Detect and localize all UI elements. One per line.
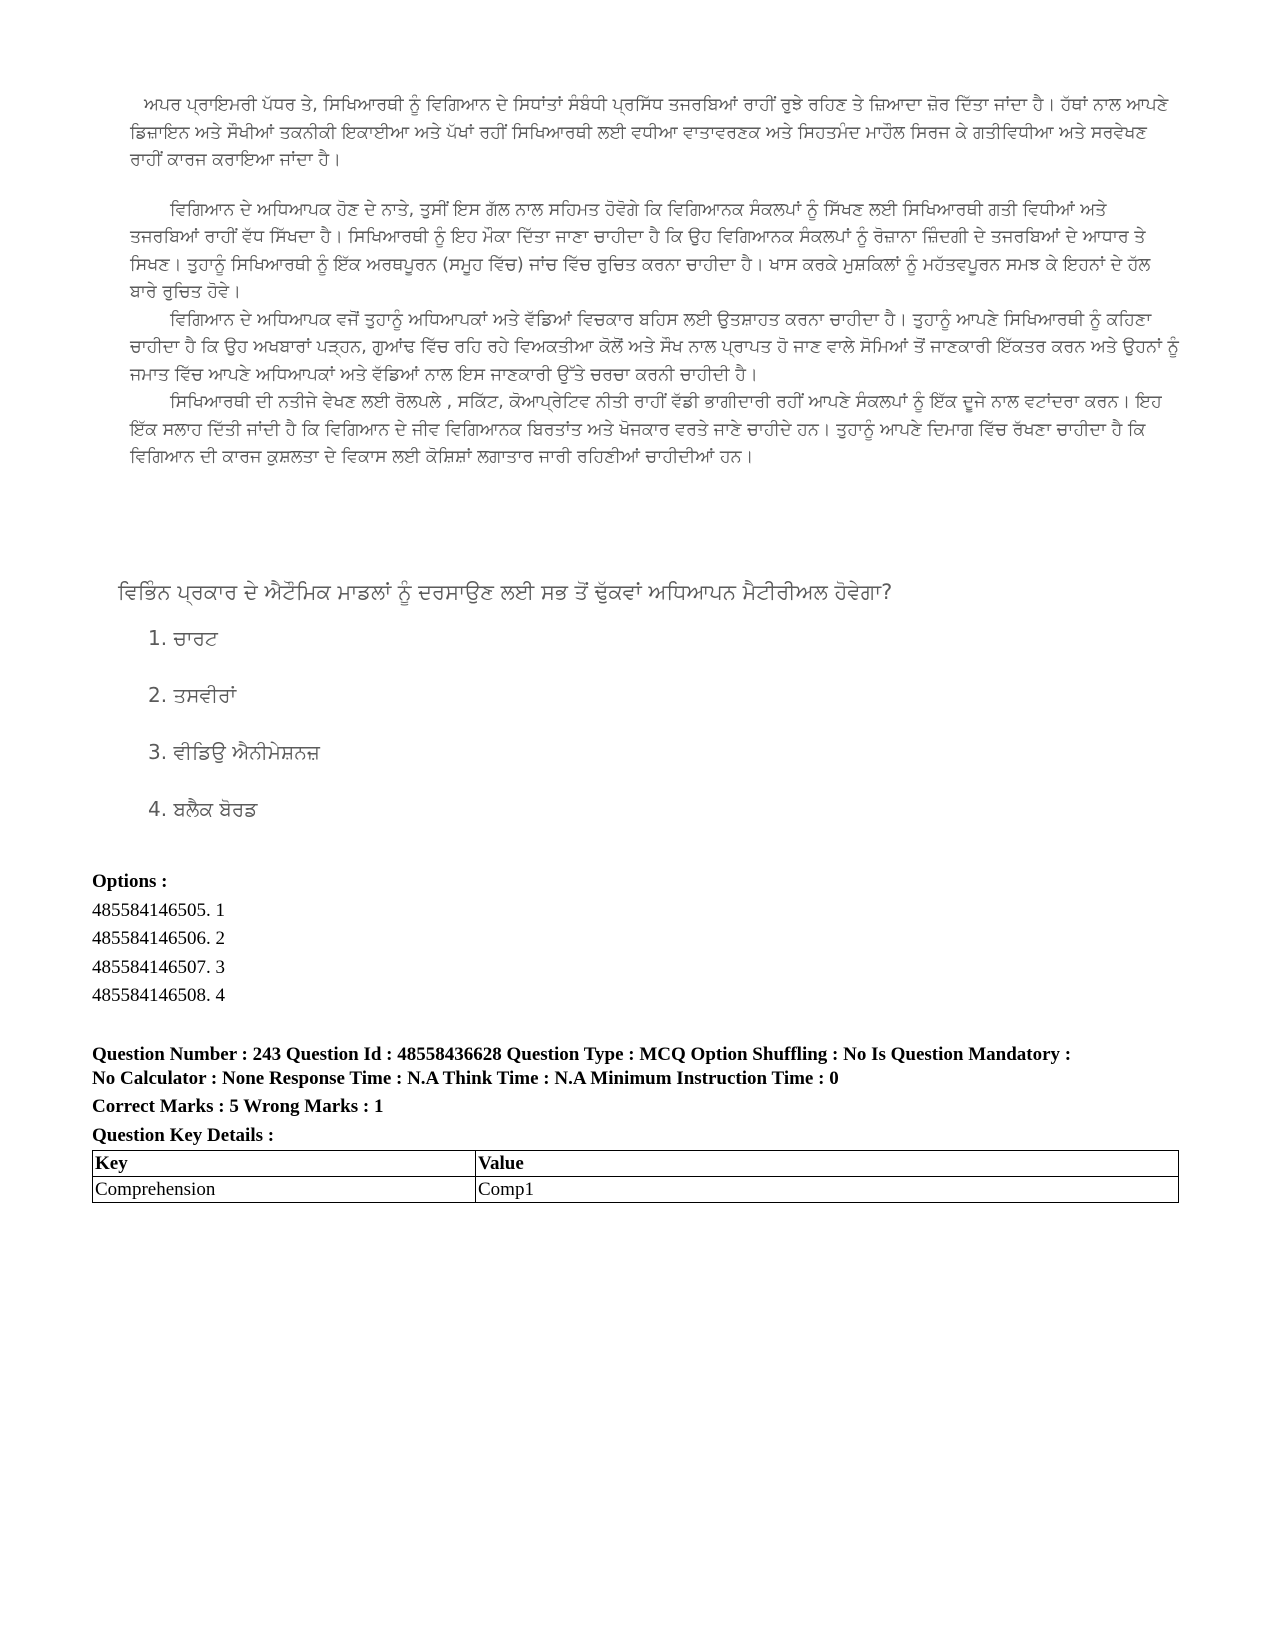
option-item: 485584146507. 3 <box>92 956 225 978</box>
metadata-line-1: Question Number : 243 Question Id : 48558436628 Question Type : MCQ Option Shuffling : No Is Question Mandatory : <box>92 1044 1072 1065</box>
options-block <box>92 868 225 1011</box>
passage-paragraph: ਵਿਗਿਆਨ ਦੇ ਅਧਿਆਪਕ ਵਜੋਂ ਤੁਹਾਨੂੰ ਅਧਿਆਪਕਾਂ ਅਤੇ ਵੱਡਿਆਂ ਵਿਚਕਾਰ ਬਹਿਸ ਲਈ ਉਤਸ਼ਾਹਤ ਕਰਨਾ ਚਾਹੀਦਾ ਹੈ। ਤੁਹਾਨੂੰ ਆਪਣੇ ਸਿਖਿਆਰਥੀ ਨੂੰ ਕਹਿਣਾ ਚਾਹੀਦਾ ਹੈ ਕਿ ਉਹ ਅਖਬਾਰਾਂ ਪੜ੍ਹਨ, ਗੁਆਂਢ ਵਿੱਚ ਰਹਿ ਰਹੇ ਵਿਅਕਤੀਆ ਕੋਲੋਂ ਅਤੇ ਸੌਖ ਨਾਲ ਪ੍ਰਾਪਤ ਹੋ ਜਾਣ ਵਾਲੇ ਸੋਮਿਆਂ ਤੋਂ ਜਾਣਕਾਰੀ ਇੱਕਤਰ ਕਰਨ ਅਤੇ ਉਹਨਾਂ ਨੂੰ ਜਮਾਤ ਵਿੱਚ ਆਪਣੇ ਅਧਿਆਪਕਾਂ ਅਤੇ ਵੱਡਿਆਂ ਨਾਲ ਇਸ ਜਾਣਕਾਰੀ ਉੱਤੇ ਚਰਚਾ ਕਰਨੀ ਚਾਹੀਦੀ ਹੈ। <box>130 309 1179 385</box>
option-item: 485584146506. 2 <box>92 928 225 949</box>
options-heading: Options : <box>92 871 168 892</box>
passage-paragraph: ਅਪਰ ਪ੍ਰਾਇਮਰੀ ਪੱਧਰ ਤੇ, ਸਿਖਿਆਰਥੀ ਨੂੰ ਵਿਗਿਆਨ ਦੇ ਸਿਧਾਂਤਾਂ ਸੰਬੰਧੀ ਪ੍ਰਸਿੱਧ ਤਜਰਬਿਆਂ ਰਾਹੀਂ ਰੁਝੇ ਰਹਿਣ ਤੇ ਜ਼ਿਆਦਾ ਜ਼ੋਰ ਦਿੱਤਾ ਜਾਂਦਾ ਹੈ। ਹੱਥਾਂ ਨਾਲ ਆਪਣੇ ਡਿਜ਼ਾਇਨ ਅਤੇ ਸੌਖੀਆਂ ਤਕਨੀਕੀ ਇਕਾਈਆ ਅਤੇ ਪੱਖਾਂ ਰਹੀਂ ਸਿਖਿਆਰਥੀ ਲਈ ਵਧੀਆ ਵਾਤਾਵਰਣਕ ਅਤੇ ਸਿਹਤਮੰਦ ਮਾਹੌਲ ਸਿਰਜ ਕੇ ਗਤੀਵਿਧੀਆ ਅਤੇ ਸਰਵੇਖਣ ਰਾਹੀਂ ਕਾਰਜ ਕਰਾਇਆ ਜਾਂਦਾ ਹੈ। <box>130 95 1169 170</box>
table-row <box>93 1177 1179 1203</box>
table-cell-value: Comp1 <box>476 1177 1179 1203</box>
question-choice-list <box>118 625 1178 823</box>
table-cell-key: Comprehension <box>93 1177 476 1203</box>
key-details-table <box>92 1150 1179 1203</box>
table-header-row <box>93 1151 1179 1177</box>
passage-paragraph: ਵਿਗਿਆਨ ਦੇ ਅਧਿਆਪਕ ਹੋਣ ਦੇ ਨਾਤੇ, ਤੁਸੀਂ ਇਸ ਗੱਲ ਨਾਲ ਸਹਿਮਤ ਹੋਵੋਗੇ ਕਿ ਵਿਗਿਆਨਕ ਸੰਕਲਪਾਂ ਨੂੰ ਸਿੱਖਣ ਲਈ ਸਿਖਿਆਰਥੀ ਗਤੀ ਵਿਧੀਆਂ ਅਤੇ ਤਜਰਬਿਆਂ ਰਾਹੀਂ ਵੱਧ ਸਿੱਖਦਾ ਹੈ। ਸਿਖਿਆਰਥੀ ਨੂੰ ਇਹ ਮੌਕਾ ਦਿੱਤਾ ਜਾਣਾ ਚਾਹੀਦਾ ਹੈ ਕਿ ਉਹ ਵਿਗਿਆਨਕ ਸੰਕਲਪਾਂ ਨੂੰ ਰੋਜ਼ਾਨਾ ਜ਼ਿੰਦਗੀ ਦੇ ਤਜਰਬਿਆਂ ਦੇ ਆਧਾਰ ਤੇ ਸਿਖਣ। ਤੁਹਾਨੂੰ ਸਿਖਿਆਰਥੀ ਨੂੰ ਇੱਕ ਅਰਥਪੂਰਨ (ਸਮੂਹ ਵਿੱਚ) ਜਾਂਚ ਵਿੱਚ ਰੁਚਿਤ ਕਰਨਾ ਚਾਹੀਦਾ ਹੈ। ਖਾਸ ਕਰਕੇ ਮੁਸ਼ਕਿਲਾਂ ਨੂੰ ਮਹੱਤਵਪੂਰਨ ਸਮਝ ਕੇ ਇਹਨਾਂ ਦੇ ਹੱਲ ਬਾਰੇ ਰੁਚਿਤ ਹੋਵੇ। <box>130 199 1151 302</box>
passage-paragraph: ਸਿਖਿਆਰਥੀ ਦੀ ਨਤੀਜੇ ਵੇਖਣ ਲਈ ਰੋਲਪਲੇ , ਸਕਿੱਟ, ਕੋਆਪ੍ਰੇਟਿਵ ਨੀਤੀ ਰਾਹੀਂ ਵੱਡੀ ਭਾਗੀਦਾਰੀ ਰਹੀਂ ਆਪਣੇ ਸੰਕਲਪਾਂ ਨੂੰ ਇੱਕ ਦੂਜੇ ਨਾਲ ਵਟਾਂਦਰਾ ਕਰਨ। ਇਹ ਇੱਕ ਸਲਾਹ ਦਿੱਤੀ ਜਾਂਦੀ ਹੈ ਕਿ ਵਿਗਿਆਨ ਦੇ ਜੀਵ ਵਿਗਿਆਨਕ ਬਿਰਤਾਂਤ ਅਤੇ ਖੋਜਕਾਰ ਵਰਤੇ ਜਾਣੇ ਚਾਹੀਦੇ ਹਨ। ਤੁਹਾਨੂੰ ਆਪਣੇ ਦਿਮਾਗ ਵਿੱਚ ਰੱਖਣਾ ਚਾਹੀਦਾ ਹੈ ਕਿ ਵਿਗਿਆਨ ਦੀ ਕਾਰਜ ਕੁਸ਼ਲਤਾ ਦੇ ਵਿਕਾਸ ਲਈ ਕੋਸ਼ਿਸ਼ਾਂ ਲਗਾਤਾਰ ਜਾਰੀ ਰਹਿਣੀਆਂ ਚਾਹੀਦੀਆਂ ਹਨ। <box>130 392 1162 467</box>
table-header-value: Value <box>476 1151 1179 1177</box>
marks-line: Correct Marks : 5 Wrong Marks : 1 <box>92 1096 384 1117</box>
key-details-heading: Question Key Details : <box>92 1124 275 1146</box>
metadata-line-2: No Calculator : None Response Time : N.A Think Time : N.A Minimum Instruction Time : 0 <box>92 1067 839 1089</box>
comprehension-passage-image <box>130 92 1180 472</box>
question-text: ਵਿਭਿੰਨ ਪ੍ਰਕਾਰ ਦੇ ਐਟੌਮਿਕ ਮਾਡਲਾਂ ਨੂੰ ਦਰਸਾਉਣ ਲਈ ਸਭ ਤੋਂ ਢੁੱਕਵਾਂ ਅਧਿਆਪਨ ਮੈਟੀਰੀਅਲ ਹੋਵੇਗਾ? <box>118 580 893 604</box>
table-header-key: Key <box>93 1151 476 1177</box>
option-item: 485584146508. 4 <box>92 985 225 1006</box>
question-choice: 2. ਤਸਵੀਰਾਂ <box>148 683 237 707</box>
option-item: 485584146505. 1 <box>92 899 225 921</box>
question-choice: 4. ਬਲੈਕ ਬੋਰਡ <box>148 797 258 821</box>
question-image <box>118 580 1178 853</box>
question-choice: 3. ਵੀਡਿਉ ਐਨੀਮੇਸ਼ਨਜ਼ <box>148 740 320 764</box>
question-choice: 1. ਚਾਰਟ <box>148 626 218 650</box>
question-metadata <box>92 1043 1192 1147</box>
